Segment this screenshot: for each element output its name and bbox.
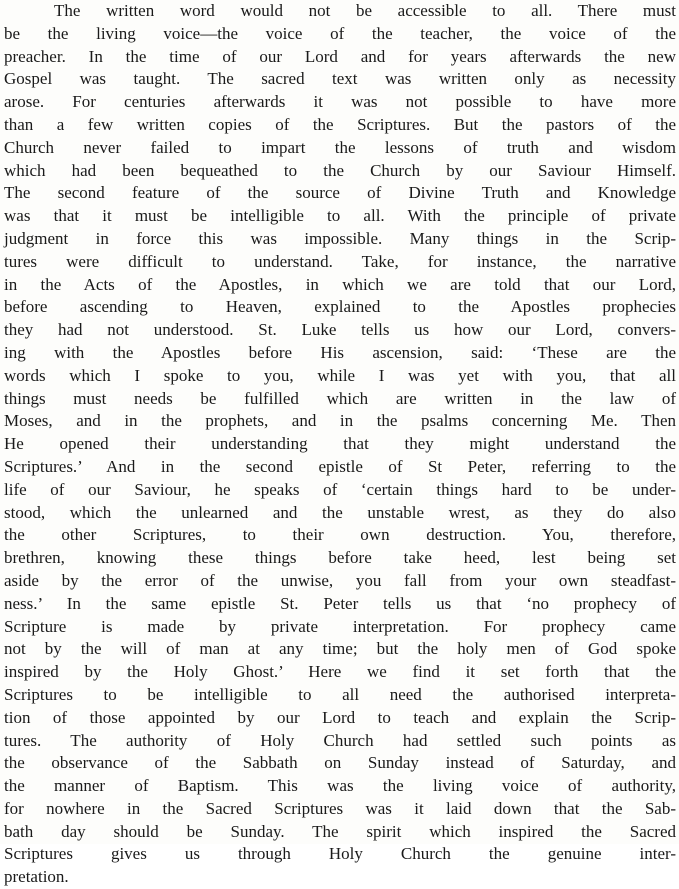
article-line: was that it must be intelligible to all. With the principle of private bbox=[4, 206, 676, 226]
article-line: in the Acts of the Apostles, in which we are told that our Lord, bbox=[4, 274, 676, 294]
article-line: the manner of Baptism. This was the living voice of authority, bbox=[4, 776, 676, 796]
article-line: inspired by the Holy Ghost.’ Here we find it set forth that the bbox=[4, 662, 676, 682]
article-line: The written word would not be accessible to all. There must bbox=[54, 1, 676, 20]
article-line: the other Scriptures, to their own destruction. You, therefore, bbox=[4, 525, 676, 545]
article-line: tures were difficult to understand. Take, for instance, the narrative bbox=[4, 251, 676, 271]
article-line: ing with the Apostles before His ascension, said: ‘These are the bbox=[4, 342, 676, 362]
article-line: Scriptures to be intelligible to all need the authorised interpreta- bbox=[4, 684, 676, 704]
article-line: The second feature of the source of Divine Truth and Knowledge bbox=[4, 183, 676, 203]
article-line: brethren, knowing these things before take heed, lest being set bbox=[4, 548, 676, 568]
article-line: bath day should be Sunday. The spirit which inspired the Sacred bbox=[4, 821, 676, 841]
article-text-column bbox=[4, 0, 676, 889]
article-line: than a few written copies of the Scriptures. But the pastors of the bbox=[4, 114, 676, 134]
article-line: they had not understood. St. Luke tells us how our Lord, convers- bbox=[4, 320, 676, 340]
article-line: arose. For centuries afterwards it was not possible to have more bbox=[4, 92, 676, 112]
article-line: for nowhere in the Sacred Scriptures was it laid down that the Sab- bbox=[4, 798, 676, 818]
article-line: Scriptures gives us through Holy Church the genuine inter- bbox=[4, 844, 676, 864]
article-line: He opened their understanding that they might understand the bbox=[4, 434, 676, 454]
article-line: Church never failed to impart the lessons of truth and wisdom bbox=[4, 137, 676, 157]
article-line: tion of those appointed by our Lord to teach and explain the Scrip- bbox=[4, 707, 676, 727]
article-line: the observance of the Sabbath on Sunday instead of Saturday, and bbox=[4, 753, 676, 773]
article-line: things must needs be fulfilled which are written in the law of bbox=[4, 388, 676, 408]
article-line: preacher. In the time of our Lord and for years afterwards the new bbox=[4, 46, 676, 66]
article-line: ness.’ In the same epistle St. Peter tells us that ‘no prophecy of bbox=[4, 593, 676, 613]
article-line: Scriptures.’ And in the second epistle of St Peter, referring to the bbox=[4, 456, 676, 476]
article-line: be the living voice—the voice of the teacher, the voice of the bbox=[4, 23, 676, 43]
article-line: pretation. bbox=[4, 867, 69, 887]
article-line: before ascending to Heaven, explained to the Apostles prophecies bbox=[4, 297, 676, 317]
article-line: Scripture is made by private interpretation. For prophecy came bbox=[4, 616, 676, 636]
article-line: Moses, and in the prophets, and in the psalms concerning Me. Then bbox=[4, 411, 676, 431]
article-line: tures. The authority of Holy Church had settled such points as bbox=[4, 730, 676, 750]
article-line: which had been bequeathed to the Church by our Saviour Himself. bbox=[4, 160, 676, 180]
article-line: words which I spoke to you, while I was yet with you, that all bbox=[4, 365, 676, 385]
article-line: aside by the error of the unwise, you fall from your own steadfast- bbox=[4, 570, 676, 590]
article-line: life of our Saviour, he speaks of ‘certain things hard to be under- bbox=[4, 479, 676, 499]
article-line: not by the will of man at any time; but the holy men of God spoke bbox=[4, 639, 676, 659]
article-line: judgment in force this was impossible. Many things in the Scrip- bbox=[4, 228, 676, 248]
article-line: Gospel was taught. The sacred text was written only as necessity bbox=[4, 69, 676, 89]
article-line: stood, which the unlearned and the unstable wrest, as they do also bbox=[4, 502, 676, 522]
